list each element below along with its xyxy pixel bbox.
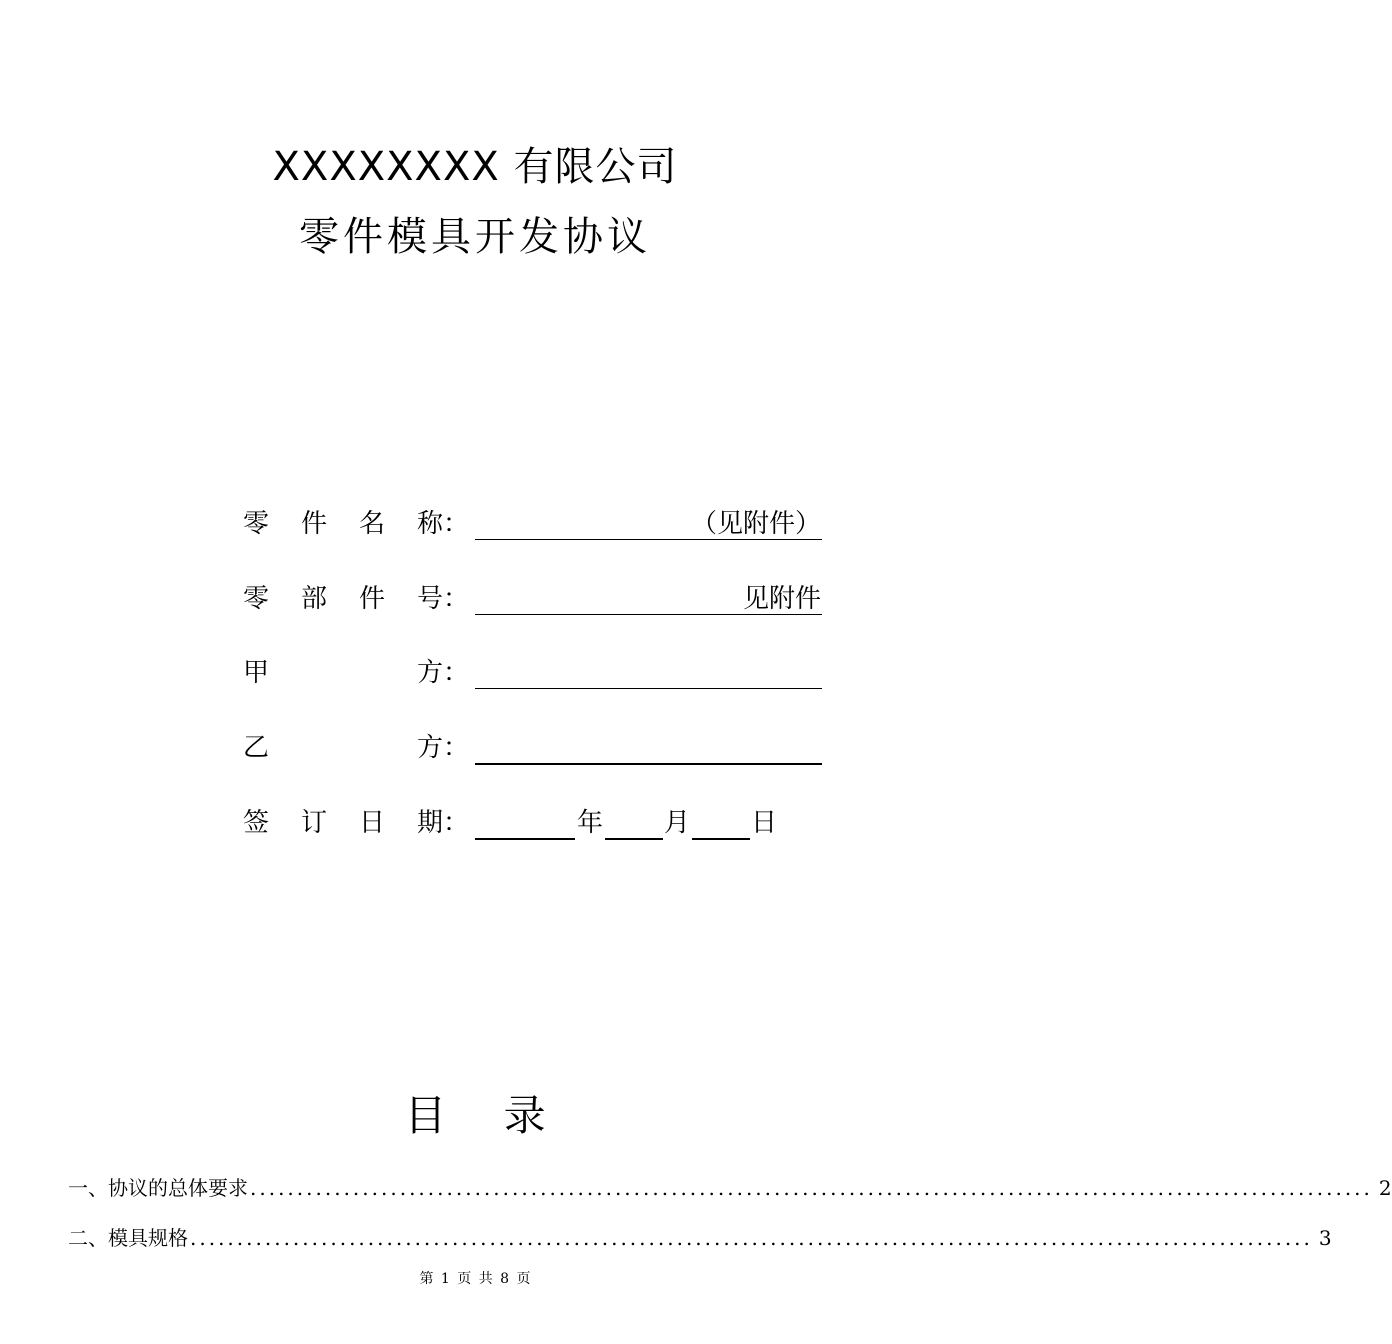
toc-leader-dots: ........................................................................................................................ bbox=[190, 1226, 1313, 1250]
toc-entry[interactable] bbox=[68, 1222, 1332, 1250]
company-name: XXXXXXXX 有限公司 bbox=[272, 144, 678, 190]
toc-entry-text: 一、协议的总体要求 bbox=[68, 1176, 248, 1200]
label-char: 签 bbox=[243, 808, 270, 838]
day-field-line[interactable] bbox=[692, 838, 750, 840]
form-row-part-name bbox=[243, 503, 823, 543]
toc-entry[interactable] bbox=[68, 1172, 1392, 1200]
part-name-value: （见附件） bbox=[690, 509, 821, 539]
toc-entry-text: 二、模具规格 bbox=[68, 1226, 188, 1250]
label-char: 日 bbox=[359, 808, 386, 838]
label-char: 甲 bbox=[243, 658, 270, 688]
month-label: 月 bbox=[664, 808, 691, 838]
month-field-line[interactable] bbox=[605, 838, 663, 840]
party-a-field-line[interactable] bbox=[475, 688, 822, 689]
toc-entry-page: 2 bbox=[1378, 1176, 1392, 1200]
label-char: 部 bbox=[301, 584, 328, 614]
toc-leader-dots: ........................................................................................................................ bbox=[250, 1176, 1373, 1200]
label-char: 称： bbox=[417, 509, 470, 539]
label-char: 件 bbox=[301, 509, 328, 539]
label-char: 名 bbox=[359, 509, 386, 539]
year-field-line[interactable] bbox=[475, 838, 575, 840]
label-char: 零 bbox=[243, 584, 270, 614]
label-char: 号： bbox=[417, 584, 470, 614]
day-label: 日 bbox=[751, 808, 778, 838]
party-b-field-line[interactable] bbox=[475, 763, 822, 765]
label-char: 零 bbox=[243, 509, 270, 539]
label-char: 方： bbox=[417, 733, 470, 763]
form-row-party-b bbox=[243, 727, 823, 767]
form-row-part-number bbox=[243, 578, 823, 618]
form-row-sign-date bbox=[243, 802, 823, 842]
year-label: 年 bbox=[577, 808, 604, 838]
toc-entry-page: 3 bbox=[1318, 1226, 1332, 1250]
label-char: 期： bbox=[417, 808, 470, 838]
form-row-party-a bbox=[243, 652, 823, 692]
label-char: 方： bbox=[417, 658, 470, 688]
label-char: 乙 bbox=[243, 733, 270, 763]
part-number-value: 见附件 bbox=[742, 584, 821, 614]
label-char: 件 bbox=[359, 584, 386, 614]
document-title: 零件模具开发协议 bbox=[299, 214, 651, 260]
page-footer: 第 1 页 共 8 页 bbox=[419, 1271, 531, 1287]
label-char: 订 bbox=[301, 808, 328, 838]
toc-title: 目 录 bbox=[404, 1091, 568, 1140]
